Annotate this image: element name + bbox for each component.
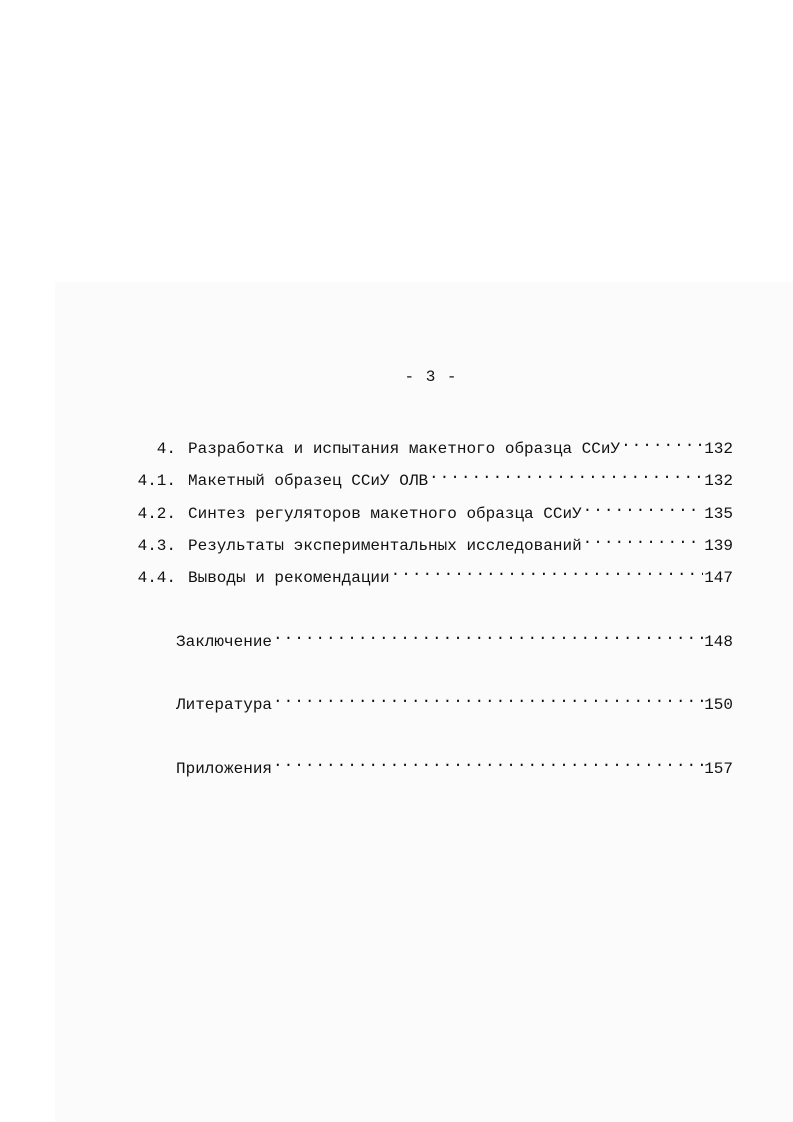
toc-entry-page: 132 [704,472,733,490]
toc-leader-dots [391,560,704,582]
toc-entry-title: Результаты экспериментальных исследований [188,537,582,555]
toc-entry-title: Выводы и рекомендации [188,569,390,587]
toc-entry[interactable] [118,528,733,555]
toc-entry-title: Макетный образец ССиУ ОЛВ [188,472,429,490]
toc-entry-page: 139 [704,537,733,555]
toc-section-page: 148 [704,633,733,651]
toc-entry-number: 4.3. [137,537,176,555]
toc-entry-page: 135 [704,505,733,523]
toc-leader-dots [429,463,703,485]
toc-leader-dots [583,496,704,518]
toc-section-title: Заключение [176,633,273,651]
toc-entry-number: 4. [156,440,176,458]
toc-entry-page: 147 [704,569,733,587]
page-number: - 3 - [404,368,458,386]
toc-entry[interactable] [118,560,733,587]
toc-leader-dots [273,624,703,646]
toc-section-title: Литература [176,696,273,714]
toc-entry-number: 4.1. [137,472,176,490]
toc-section-title: Приложения [176,760,273,778]
toc-entry-title: Разработка и испытания макетного образца ССиУ [188,440,621,458]
toc-leader-dots [583,528,704,550]
toc-leader-dots [273,751,703,773]
toc-entry[interactable] [118,463,733,490]
toc-section[interactable] [118,624,733,651]
toc-section[interactable] [118,687,733,714]
toc-entry[interactable] [118,496,733,523]
toc-entry-number: 4.4. [137,569,176,587]
toc-entry-number: 4.2. [137,505,176,523]
toc-entry-title: Синтез регуляторов макетного образца ССиУ [188,505,582,523]
toc-leader-dots [273,687,703,709]
toc-section[interactable] [118,751,733,778]
toc-entry-page: 132 [704,440,733,458]
toc-entry[interactable] [118,431,733,458]
toc-section-page: 150 [704,696,733,714]
toc-leader-dots [621,431,703,453]
toc-section-page: 157 [704,760,733,778]
